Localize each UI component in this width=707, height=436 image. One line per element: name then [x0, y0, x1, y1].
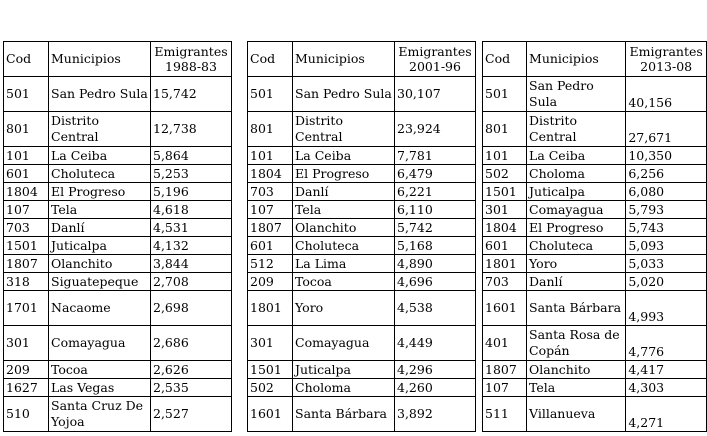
- cell-municipio: Comayagua: [527, 201, 626, 219]
- cell-emigrantes: 4,890: [395, 255, 476, 273]
- cell-municipio: Villanueva: [527, 397, 626, 432]
- table-row: [483, 112, 707, 147]
- cell-cod: 703: [248, 183, 293, 201]
- table-row: [248, 183, 476, 201]
- table-row: [483, 273, 707, 291]
- cell-cod: 1807: [4, 255, 49, 273]
- header-emigrantes: [395, 42, 476, 77]
- cell-cod: 703: [483, 273, 527, 291]
- table-row: [4, 219, 232, 237]
- cell-emigrantes: 6,221: [395, 183, 476, 201]
- cell-emigrantes: 7,781: [395, 147, 476, 165]
- cell-cod: 512: [248, 255, 293, 273]
- cell-municipio: San Pedro Sula: [49, 77, 151, 112]
- cell-municipio: Santa Bárbara: [527, 291, 626, 326]
- cell-municipio: Nacaome: [49, 291, 151, 326]
- cell-municipio: Santa Cruz De Yojoa: [49, 397, 151, 432]
- cell-emigrantes: 40,156: [626, 77, 707, 112]
- table-row: [483, 201, 707, 219]
- cell-emigrantes: 4,538: [395, 291, 476, 326]
- cell-municipio: Tocoa: [49, 361, 151, 379]
- emigrants-table-2001-96: [247, 41, 476, 432]
- cell-cod: 318: [4, 273, 49, 291]
- cell-emigrantes: 5,793: [626, 201, 707, 219]
- cell-emigrantes: 4,417: [626, 361, 707, 379]
- cell-emigrantes: 5,033: [626, 255, 707, 273]
- cell-emigrantes: 4,531: [151, 219, 232, 237]
- cell-emigrantes: 23,924: [395, 112, 476, 147]
- cell-cod: 101: [248, 147, 293, 165]
- table-row: [248, 273, 476, 291]
- header-period: 2001-96: [409, 59, 461, 74]
- cell-emigrantes: 4,449: [395, 326, 476, 361]
- header-row: [4, 42, 232, 77]
- cell-cod: 107: [4, 201, 49, 219]
- header-municipios: Municipios: [293, 42, 395, 77]
- cell-municipio: Olanchito: [293, 219, 395, 237]
- cell-cod: 501: [483, 77, 527, 112]
- cell-emigrantes: 4,303: [626, 379, 707, 397]
- cell-municipio: Olanchito: [49, 255, 151, 273]
- table-row: [4, 237, 232, 255]
- cell-cod: 1627: [4, 379, 49, 397]
- header-municipios: Municipios: [49, 42, 151, 77]
- table-row: [248, 361, 476, 379]
- table-row: [248, 112, 476, 147]
- cell-cod: 1801: [248, 291, 293, 326]
- header-period: 1988-83: [165, 59, 217, 74]
- cell-cod: 401: [483, 326, 527, 361]
- cell-municipio: San Pedro Sula: [527, 77, 626, 112]
- cell-emigrantes: 4,260: [395, 379, 476, 397]
- cell-municipio: El Progreso: [293, 165, 395, 183]
- cell-emigrantes: 2,708: [151, 273, 232, 291]
- cell-emigrantes: 30,107: [395, 77, 476, 112]
- header-cod: Cod: [248, 42, 293, 77]
- cell-municipio: Danlí: [293, 183, 395, 201]
- cell-municipio: Tela: [527, 379, 626, 397]
- cell-emigrantes: 6,110: [395, 201, 476, 219]
- header-municipios: Municipios: [527, 42, 626, 77]
- table-row: [483, 291, 707, 326]
- header-row: [483, 42, 707, 77]
- cell-municipio: Juticalpa: [293, 361, 395, 379]
- header-emigrantes-label: Emigrantes: [398, 44, 472, 59]
- table-row: [248, 165, 476, 183]
- table-row: [248, 397, 476, 432]
- header-emigrantes-label: Emigrantes: [629, 44, 703, 59]
- cell-emigrantes: 10,350: [626, 147, 707, 165]
- cell-municipio: El Progreso: [49, 183, 151, 201]
- cell-emigrantes: 15,742: [151, 77, 232, 112]
- table-row: [4, 112, 232, 147]
- header-emigrantes: [626, 42, 707, 77]
- cell-municipio: Danlí: [49, 219, 151, 237]
- cell-cod: 511: [483, 397, 527, 432]
- table-row: [248, 379, 476, 397]
- emigrants-table-1988-83: [3, 41, 232, 432]
- cell-cod: 1501: [4, 237, 49, 255]
- header-cod: Cod: [4, 42, 49, 77]
- cell-municipio: La Ceiba: [49, 147, 151, 165]
- cell-emigrantes: 2,698: [151, 291, 232, 326]
- table-row: [483, 326, 707, 361]
- cell-emigrantes: 4,618: [151, 201, 232, 219]
- cell-emigrantes: 4,776: [626, 326, 707, 361]
- cell-cod: 1701: [4, 291, 49, 326]
- cell-cod: 1601: [483, 291, 527, 326]
- cell-emigrantes: 5,253: [151, 165, 232, 183]
- cell-emigrantes: 5,020: [626, 273, 707, 291]
- cell-cod: 1601: [248, 397, 293, 432]
- cell-municipio: Juticalpa: [527, 183, 626, 201]
- cell-cod: 1807: [248, 219, 293, 237]
- cell-municipio: Juticalpa: [49, 237, 151, 255]
- cell-municipio: Tocoa: [293, 273, 395, 291]
- cell-cod: 502: [483, 165, 527, 183]
- cell-cod: 502: [248, 379, 293, 397]
- table-row: [248, 77, 476, 112]
- cell-cod: 101: [4, 147, 49, 165]
- cell-municipio: San Pedro Sula: [293, 77, 395, 112]
- table-row: [4, 165, 232, 183]
- table-row: [4, 255, 232, 273]
- table-body: [4, 77, 232, 432]
- table-row: [483, 379, 707, 397]
- header-emigrantes: [151, 42, 232, 77]
- cell-emigrantes: 5,093: [626, 237, 707, 255]
- cell-emigrantes: 5,196: [151, 183, 232, 201]
- emigrants-table-2013-08: [482, 41, 707, 432]
- cell-cod: 1804: [4, 183, 49, 201]
- table-row: [4, 379, 232, 397]
- cell-emigrantes: 4,132: [151, 237, 232, 255]
- cell-cod: 1807: [483, 361, 527, 379]
- cell-municipio: La Ceiba: [293, 147, 395, 165]
- cell-municipio: Choloma: [527, 165, 626, 183]
- cell-emigrantes: 27,671: [626, 112, 707, 147]
- cell-municipio: Yoro: [527, 255, 626, 273]
- cell-cod: 601: [4, 165, 49, 183]
- table-row: [248, 291, 476, 326]
- cell-municipio: Olanchito: [527, 361, 626, 379]
- table-row: [4, 326, 232, 361]
- cell-cod: 801: [483, 112, 527, 147]
- cell-cod: 301: [4, 326, 49, 361]
- cell-emigrantes: 3,844: [151, 255, 232, 273]
- table-row: [483, 165, 707, 183]
- cell-municipio: Comayagua: [293, 326, 395, 361]
- cell-municipio: Santa Rosa de Copán: [527, 326, 626, 361]
- cell-emigrantes: 5,742: [395, 219, 476, 237]
- cell-cod: 301: [248, 326, 293, 361]
- table-row: [483, 147, 707, 165]
- cell-municipio: Distrito Central: [49, 112, 151, 147]
- table-row: [248, 237, 476, 255]
- cell-emigrantes: 2,686: [151, 326, 232, 361]
- cell-emigrantes: 5,864: [151, 147, 232, 165]
- cell-cod: 1804: [248, 165, 293, 183]
- cell-cod: 1501: [248, 361, 293, 379]
- table-row: [483, 219, 707, 237]
- table-row: [483, 361, 707, 379]
- cell-municipio: Tela: [293, 201, 395, 219]
- table-row: [4, 291, 232, 326]
- cell-municipio: Choluteca: [527, 237, 626, 255]
- cell-emigrantes: 4,296: [395, 361, 476, 379]
- cell-municipio: Choluteca: [293, 237, 395, 255]
- cell-municipio: Danlí: [527, 273, 626, 291]
- cell-municipio: Distrito Central: [293, 112, 395, 147]
- cell-cod: 501: [248, 77, 293, 112]
- cell-cod: 101: [483, 147, 527, 165]
- cell-cod: 209: [248, 273, 293, 291]
- table-row: [483, 397, 707, 432]
- cell-cod: 1501: [483, 183, 527, 201]
- table-row: [4, 361, 232, 379]
- cell-emigrantes: 3,892: [395, 397, 476, 432]
- cell-cod: 107: [248, 201, 293, 219]
- cell-municipio: Choluteca: [49, 165, 151, 183]
- cell-emigrantes: 5,168: [395, 237, 476, 255]
- cell-cod: 1804: [483, 219, 527, 237]
- cell-cod: 1801: [483, 255, 527, 273]
- table-row: [248, 219, 476, 237]
- cell-cod: 510: [4, 397, 49, 432]
- cell-municipio: Yoro: [293, 291, 395, 326]
- cell-cod: 801: [248, 112, 293, 147]
- cell-emigrantes: 2,535: [151, 379, 232, 397]
- cell-emigrantes: 2,626: [151, 361, 232, 379]
- header-row: [248, 42, 476, 77]
- cell-emigrantes: 4,696: [395, 273, 476, 291]
- cell-municipio: La Lima: [293, 255, 395, 273]
- cell-municipio: El Progreso: [527, 219, 626, 237]
- table-row: [248, 326, 476, 361]
- table-row: [248, 147, 476, 165]
- header-period: 2013-08: [640, 59, 693, 74]
- cell-municipio: Santa Bárbara: [293, 397, 395, 432]
- cell-municipio: Distrito Central: [527, 112, 626, 147]
- table-row: [4, 397, 232, 432]
- cell-emigrantes: 4,993: [626, 291, 707, 326]
- cell-emigrantes: 5,743: [626, 219, 707, 237]
- table-row: [483, 237, 707, 255]
- table-row: [4, 77, 232, 112]
- cell-cod: 703: [4, 219, 49, 237]
- table-row: [483, 255, 707, 273]
- cell-municipio: Comayagua: [49, 326, 151, 361]
- cell-municipio: Las Vegas: [49, 379, 151, 397]
- table-row: [483, 77, 707, 112]
- table-row: [4, 183, 232, 201]
- table-row: [4, 273, 232, 291]
- cell-emigrantes: 12,738: [151, 112, 232, 147]
- cell-cod: 801: [4, 112, 49, 147]
- cell-cod: 601: [483, 237, 527, 255]
- cell-municipio: Tela: [49, 201, 151, 219]
- cell-emigrantes: 6,080: [626, 183, 707, 201]
- table-body: [248, 77, 476, 432]
- cell-emigrantes: 6,479: [395, 165, 476, 183]
- cell-cod: 107: [483, 379, 527, 397]
- cell-cod: 501: [4, 77, 49, 112]
- table-body: [483, 77, 707, 432]
- table-row: [248, 255, 476, 273]
- cell-emigrantes: 6,256: [626, 165, 707, 183]
- table-row: [4, 201, 232, 219]
- cell-cod: 301: [483, 201, 527, 219]
- cell-municipio: Choloma: [293, 379, 395, 397]
- cell-cod: 601: [248, 237, 293, 255]
- cell-emigrantes: 4,271: [626, 397, 707, 432]
- table-row: [4, 147, 232, 165]
- table-row: [248, 201, 476, 219]
- cell-municipio: La Ceiba: [527, 147, 626, 165]
- header-emigrantes-label: Emigrantes: [154, 44, 228, 59]
- cell-emigrantes: 2,527: [151, 397, 232, 432]
- cell-municipio: Siguatepeque: [49, 273, 151, 291]
- header-cod: Cod: [483, 42, 527, 77]
- cell-cod: 209: [4, 361, 49, 379]
- table-row: [483, 183, 707, 201]
